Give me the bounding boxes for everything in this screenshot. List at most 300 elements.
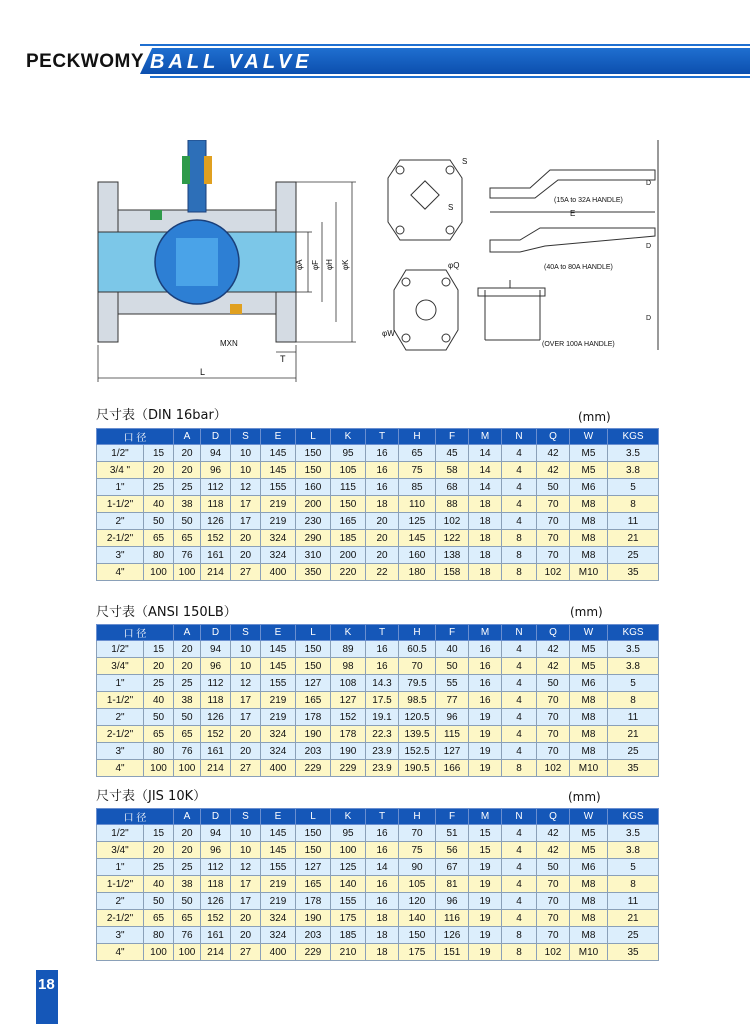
- table-cell: 145: [399, 530, 436, 547]
- table-cell: 94: [201, 641, 231, 658]
- table-cell: 112: [201, 479, 231, 496]
- table-cell: 4: [502, 675, 537, 692]
- table-cell: 219: [261, 692, 296, 709]
- table-cell: 98.5: [399, 692, 436, 709]
- table-cell: 100: [144, 944, 174, 961]
- unit-jis: (mm): [568, 790, 601, 804]
- table-cell: 96: [436, 709, 469, 726]
- table-cell: 108: [331, 675, 366, 692]
- column-header: A: [174, 625, 201, 641]
- table-cell: 127: [436, 743, 469, 760]
- table-cell: 178: [296, 893, 331, 910]
- column-header: K: [331, 429, 366, 445]
- table-cell: 70: [537, 530, 570, 547]
- table-cell: 19: [469, 743, 502, 760]
- table-cell: 4: [502, 658, 537, 675]
- column-header: D: [201, 625, 231, 641]
- table-cell: 4: [502, 496, 537, 513]
- table-cell: 138: [436, 547, 469, 564]
- table-cell: 19: [469, 927, 502, 944]
- table-cell: 145: [261, 445, 296, 462]
- table-cell: 22: [366, 564, 399, 581]
- table-cell: 1-1/2": [97, 692, 144, 709]
- table-cell: 40: [144, 692, 174, 709]
- table-cell: 115: [436, 726, 469, 743]
- table-cell: 11: [608, 513, 659, 530]
- table-cell: 219: [261, 893, 296, 910]
- table-cell: 15: [469, 842, 502, 859]
- column-header: M: [469, 625, 502, 641]
- table-cell: 20: [231, 927, 261, 944]
- table-cell: M5: [570, 445, 608, 462]
- table-cell: 1/2": [97, 445, 144, 462]
- table-title-ansi: 尺寸表（ANSI 150LB）: [96, 605, 237, 620]
- table-header: [97, 625, 659, 641]
- table-cell: 5: [608, 479, 659, 496]
- table-cell: 152: [201, 530, 231, 547]
- table-cell: 40: [144, 496, 174, 513]
- table-cell: 185: [331, 530, 366, 547]
- table-cell: 98: [331, 658, 366, 675]
- table-cell: 1/2": [97, 641, 144, 658]
- table-cell: 3": [97, 547, 144, 564]
- table-cell: 5: [608, 675, 659, 692]
- table-cell: 1": [97, 675, 144, 692]
- table-cell: 23.9: [366, 743, 399, 760]
- table-cell: 150: [296, 462, 331, 479]
- table-cell: 15: [144, 641, 174, 658]
- table-row: [97, 893, 659, 910]
- table-cell: 160: [296, 479, 331, 496]
- table-cell: 3.8: [608, 658, 659, 675]
- table-cell: 126: [201, 893, 231, 910]
- table-cell: 210: [331, 944, 366, 961]
- unit-din: (mm): [578, 410, 611, 424]
- column-header: W: [570, 809, 608, 825]
- table-cell: 76: [174, 547, 201, 564]
- brand-logo: PECKWOMY: [26, 51, 144, 72]
- table-cell: 19: [469, 944, 502, 961]
- table-cell: 70: [399, 825, 436, 842]
- table-cell: 19: [469, 726, 502, 743]
- table-cell: 4": [97, 760, 144, 777]
- table-cell: 290: [296, 530, 331, 547]
- table-row: [97, 530, 659, 547]
- table-cell: 70: [537, 876, 570, 893]
- table-cell: 89: [331, 641, 366, 658]
- table-cell: 96: [201, 842, 231, 859]
- table-cell: M10: [570, 760, 608, 777]
- table-cell: M8: [570, 709, 608, 726]
- column-header: F: [436, 429, 469, 445]
- table-cell: 190: [296, 726, 331, 743]
- table-cell: 16: [469, 658, 502, 675]
- table-ansi: [96, 624, 659, 777]
- table-cell: 102: [537, 944, 570, 961]
- table-cell: 118: [201, 496, 231, 513]
- table-cell: 77: [436, 692, 469, 709]
- table-cell: 4: [502, 479, 537, 496]
- table-cell: 165: [296, 876, 331, 893]
- table-cell: 4: [502, 743, 537, 760]
- table-cell: 17: [231, 709, 261, 726]
- table-cell: 25: [144, 859, 174, 876]
- table-cell: 20: [144, 462, 174, 479]
- table-cell: 8: [502, 547, 537, 564]
- dim-e: E: [570, 209, 576, 218]
- table-cell: 16: [366, 462, 399, 479]
- table-cell: 10: [231, 825, 261, 842]
- table-cell: 8: [502, 760, 537, 777]
- table-cell: 122: [436, 530, 469, 547]
- table-cell: 16: [366, 842, 399, 859]
- table-cell: 70: [537, 893, 570, 910]
- table-cell: 152: [331, 709, 366, 726]
- table-cell: 145: [261, 462, 296, 479]
- table-cell: 150: [296, 445, 331, 462]
- table-cell: 65: [144, 910, 174, 927]
- table-cell: 219: [261, 513, 296, 530]
- table-cell: M8: [570, 726, 608, 743]
- table-cell: 3.8: [608, 462, 659, 479]
- column-header: E: [261, 809, 296, 825]
- column-header: A: [174, 809, 201, 825]
- dim-d3: D: [646, 315, 652, 322]
- table-cell: 115: [331, 479, 366, 496]
- table-row: [97, 658, 659, 675]
- table-cell: 2-1/2": [97, 530, 144, 547]
- table-cell: 81: [436, 876, 469, 893]
- table-cell: 112: [201, 675, 231, 692]
- table-cell: 50: [537, 479, 570, 496]
- table-cell: 16: [366, 825, 399, 842]
- table-cell: 70: [537, 927, 570, 944]
- dim-mxn: MXN: [220, 339, 238, 348]
- table-cell: 1-1/2": [97, 496, 144, 513]
- table-cell: 139.5: [399, 726, 436, 743]
- table-cell: 229: [331, 760, 366, 777]
- table-cell: 19: [469, 760, 502, 777]
- table-cell: 4: [502, 513, 537, 530]
- table-cell: 16: [469, 675, 502, 692]
- table-cell: 20: [366, 530, 399, 547]
- column-header: K: [331, 625, 366, 641]
- table-cell: 1/2": [97, 825, 144, 842]
- table-cell: 94: [201, 825, 231, 842]
- table-cell: 96: [436, 893, 469, 910]
- table-cell: 310: [296, 547, 331, 564]
- table-cell: 50: [537, 859, 570, 876]
- table-cell: 165: [331, 513, 366, 530]
- valve-section: [98, 140, 296, 342]
- product-title: BALL VALVE: [150, 51, 313, 73]
- table-cell: 3/4": [97, 842, 144, 859]
- table-header: [97, 809, 659, 825]
- table-cell: 70: [399, 658, 436, 675]
- column-header: D: [201, 429, 231, 445]
- table-cell: 105: [331, 462, 366, 479]
- table-cell: 35: [608, 564, 659, 581]
- table-cell: 17: [231, 496, 261, 513]
- table-cell: 51: [436, 825, 469, 842]
- table-row: [97, 462, 659, 479]
- column-header: 口 径: [97, 809, 174, 825]
- table-cell: 70: [537, 743, 570, 760]
- table-cell: 1": [97, 859, 144, 876]
- table-cell: 76: [174, 927, 201, 944]
- table-cell: 178: [331, 726, 366, 743]
- table-cell: 3/4 ": [97, 462, 144, 479]
- table-cell: 38: [174, 692, 201, 709]
- column-header: N: [502, 429, 537, 445]
- column-header: 口 径: [97, 625, 174, 641]
- table-cell: 175: [399, 944, 436, 961]
- table-cell: 116: [436, 910, 469, 927]
- column-header: Q: [537, 429, 570, 445]
- table-cell: 20: [231, 743, 261, 760]
- table-cell: 165: [296, 692, 331, 709]
- table-cell: 324: [261, 530, 296, 547]
- table-cell: 95: [331, 445, 366, 462]
- table-cell: M10: [570, 564, 608, 581]
- table-cell: 65: [174, 910, 201, 927]
- table-cell: 27: [231, 564, 261, 581]
- table-cell: 19: [469, 876, 502, 893]
- table-cell: M5: [570, 641, 608, 658]
- table-cell: 150: [296, 842, 331, 859]
- dim-t: T: [280, 354, 286, 364]
- table-cell: 65: [174, 726, 201, 743]
- table-cell: 400: [261, 944, 296, 961]
- column-header: 口 径: [97, 429, 174, 445]
- column-header: H: [399, 809, 436, 825]
- dim-phi-h: φH: [325, 259, 334, 270]
- table-cell: 166: [436, 760, 469, 777]
- table-cell: 18: [366, 496, 399, 513]
- table-cell: 324: [261, 743, 296, 760]
- column-header: L: [296, 625, 331, 641]
- table-cell: 145: [261, 842, 296, 859]
- table-cell: 42: [537, 842, 570, 859]
- table-row: [97, 547, 659, 564]
- table-cell: 90: [399, 859, 436, 876]
- table-cell: 68: [436, 479, 469, 496]
- table-cell: 60.5: [399, 641, 436, 658]
- table-cell: M8: [570, 692, 608, 709]
- valve-drawing: [90, 140, 670, 390]
- table-cell: M6: [570, 675, 608, 692]
- column-header: W: [570, 625, 608, 641]
- table-row: [97, 445, 659, 462]
- table-cell: 185: [331, 927, 366, 944]
- table-cell: M5: [570, 462, 608, 479]
- column-header: S: [231, 625, 261, 641]
- table-row: [97, 641, 659, 658]
- table-cell: 151: [436, 944, 469, 961]
- table-cell: 125: [399, 513, 436, 530]
- table-cell: 324: [261, 927, 296, 944]
- table-cell: 1": [97, 479, 144, 496]
- table-cell: 27: [231, 944, 261, 961]
- table-cell: 50: [537, 675, 570, 692]
- table-cell: 4: [502, 825, 537, 842]
- table-cell: 50: [436, 658, 469, 675]
- column-header: A: [174, 429, 201, 445]
- column-header: H: [399, 625, 436, 641]
- table-cell: 20: [174, 445, 201, 462]
- table-cell: 140: [331, 876, 366, 893]
- table-cell: 100: [174, 564, 201, 581]
- table-jis: [96, 808, 659, 961]
- dim-phi-a: φA: [295, 259, 304, 270]
- table-cell: 150: [331, 496, 366, 513]
- table-cell: 95: [331, 825, 366, 842]
- dim-d2: D: [646, 243, 652, 250]
- table-cell: 155: [261, 859, 296, 876]
- table-cell: 4: [502, 893, 537, 910]
- table-cell: 80: [144, 547, 174, 564]
- table-cell: 10: [231, 842, 261, 859]
- table-cell: 214: [201, 944, 231, 961]
- table-cell: 3.5: [608, 445, 659, 462]
- column-header: D: [201, 809, 231, 825]
- table-row: [97, 564, 659, 581]
- table-cell: 4: [502, 726, 537, 743]
- table-cell: 17: [231, 692, 261, 709]
- table-row: [97, 513, 659, 530]
- table-cell: 12: [231, 479, 261, 496]
- table-cell: 150: [296, 658, 331, 675]
- table-cell: 8: [608, 496, 659, 513]
- table-cell: 20: [144, 658, 174, 675]
- table-cell: 16: [469, 641, 502, 658]
- column-header: S: [231, 809, 261, 825]
- table-cell: 3/4": [97, 658, 144, 675]
- table-cell: 3": [97, 927, 144, 944]
- table-cell: 5: [608, 859, 659, 876]
- table-cell: M6: [570, 479, 608, 496]
- table-cell: 50: [144, 893, 174, 910]
- handle-views: [478, 140, 658, 350]
- table-cell: 20: [231, 726, 261, 743]
- table-cell: 42: [537, 462, 570, 479]
- table-cell: 4: [502, 692, 537, 709]
- table-row: [97, 692, 659, 709]
- table-cell: 4": [97, 944, 144, 961]
- table-cell: 20: [366, 547, 399, 564]
- table-cell: 120: [399, 893, 436, 910]
- table-cell: M8: [570, 927, 608, 944]
- handle-label-3: (OVER 100A HANDLE): [542, 341, 615, 348]
- table-cell: 65: [144, 530, 174, 547]
- table-cell: 8: [502, 564, 537, 581]
- table-cell: 16: [366, 641, 399, 658]
- table-row: [97, 825, 659, 842]
- table-cell: 94: [201, 445, 231, 462]
- table-cell: 19.1: [366, 709, 399, 726]
- table-cell: 50: [144, 513, 174, 530]
- table-cell: 8: [608, 692, 659, 709]
- table-cell: 127: [296, 675, 331, 692]
- table-cell: 2": [97, 893, 144, 910]
- table-cell: 350: [296, 564, 331, 581]
- column-header: Q: [537, 625, 570, 641]
- table-cell: 126: [436, 927, 469, 944]
- unit-ansi: (mm): [570, 605, 603, 619]
- table-cell: 150: [296, 825, 331, 842]
- table-cell: 18: [469, 530, 502, 547]
- table-cell: 324: [261, 726, 296, 743]
- table-cell: 42: [537, 825, 570, 842]
- table-cell: 3": [97, 743, 144, 760]
- table-cell: 20: [366, 513, 399, 530]
- table-cell: 150: [399, 927, 436, 944]
- table-cell: 126: [201, 513, 231, 530]
- table-cell: 152: [201, 726, 231, 743]
- table-cell: 45: [436, 445, 469, 462]
- dim-phi-q: φQ: [448, 261, 460, 270]
- table-cell: 16: [366, 876, 399, 893]
- dim-phi-f: φF: [311, 259, 320, 270]
- table-cell: 100: [331, 842, 366, 859]
- table-cell: 190.5: [399, 760, 436, 777]
- table-title-din: 尺寸表（DIN 16bar）: [96, 408, 227, 423]
- table-cell: 200: [296, 496, 331, 513]
- dim-d1: D: [646, 180, 652, 187]
- table-cell: 70: [537, 547, 570, 564]
- table-cell: 160: [399, 547, 436, 564]
- column-header: KGS: [608, 809, 659, 825]
- table-cell: 40: [144, 876, 174, 893]
- table-cell: 120.5: [399, 709, 436, 726]
- table-cell: 4": [97, 564, 144, 581]
- table-cell: 105: [399, 876, 436, 893]
- table-cell: M8: [570, 513, 608, 530]
- table-cell: 12: [231, 859, 261, 876]
- table-cell: 214: [201, 564, 231, 581]
- table-cell: 65: [174, 530, 201, 547]
- table-cell: 10: [231, 445, 261, 462]
- table-cell: M8: [570, 910, 608, 927]
- table-row: [97, 760, 659, 777]
- table-cell: 17: [231, 876, 261, 893]
- table-cell: 70: [537, 513, 570, 530]
- table-cell: 50: [144, 709, 174, 726]
- table-cell: 11: [608, 709, 659, 726]
- table-cell: 4: [502, 876, 537, 893]
- table-cell: 10: [231, 658, 261, 675]
- table-cell: 14.3: [366, 675, 399, 692]
- table-cell: 214: [201, 760, 231, 777]
- table-cell: 190: [296, 910, 331, 927]
- table-cell: 324: [261, 910, 296, 927]
- table-cell: 88: [436, 496, 469, 513]
- table-row: [97, 876, 659, 893]
- table-cell: 75: [399, 842, 436, 859]
- table-cell: 65: [399, 445, 436, 462]
- dim-phi-w: φW: [382, 329, 395, 338]
- column-header: T: [366, 429, 399, 445]
- table-cell: 35: [608, 760, 659, 777]
- table-cell: 20: [174, 462, 201, 479]
- table-cell: 102: [436, 513, 469, 530]
- table-cell: 324: [261, 547, 296, 564]
- table-cell: 14: [366, 859, 399, 876]
- table-cell: 2-1/2": [97, 726, 144, 743]
- table-cell: 219: [261, 496, 296, 513]
- table-cell: 100: [174, 760, 201, 777]
- table-cell: 126: [201, 709, 231, 726]
